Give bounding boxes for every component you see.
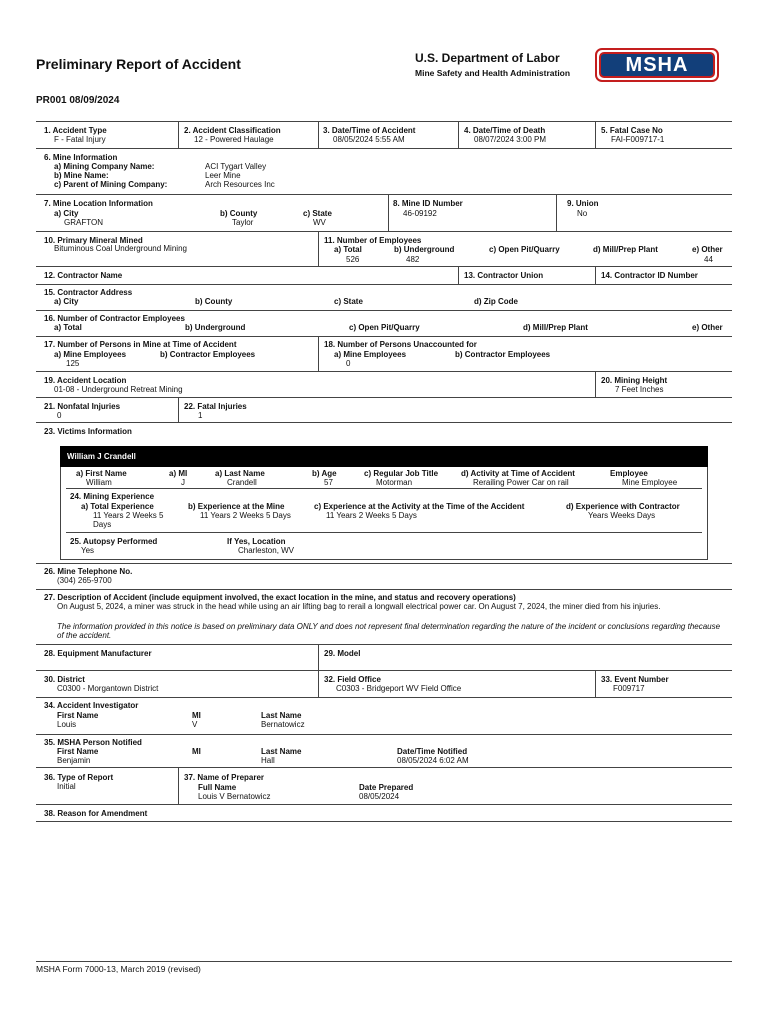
divider <box>595 121 596 148</box>
primary-mineral-value: Bituminous Coal Underground Mining <box>54 244 187 253</box>
event-number-value: F009717 <box>613 684 645 693</box>
report-id: PR001 08/09/2024 <box>36 95 120 106</box>
contractor-name-label: 12. Contractor Name <box>44 271 123 280</box>
fatal-case-label: 5. Fatal Case No <box>601 126 663 135</box>
divider <box>36 284 732 285</box>
divider <box>36 563 732 564</box>
divider <box>36 121 732 122</box>
autopsy-location-label: If Yes, Location <box>227 537 286 546</box>
victim-last-label: a) Last Name <box>215 469 265 478</box>
employees-pit-label: c) Open Pit/Quarry <box>489 245 560 254</box>
accident-type-value: F - Fatal Injury <box>54 135 106 144</box>
employees-mill-label: d) Mill/Prep Plant <box>593 245 658 254</box>
parent-company-value: Arch Resources Inc <box>205 180 275 189</box>
mine-name-value: Leer Mine <box>205 171 241 180</box>
victim-activity-label: d) Activity at Time of Accident <box>461 469 575 478</box>
divider <box>458 121 459 148</box>
primary-mineral-label: 10. Primary Mineral Mined <box>44 236 143 245</box>
preparer-label: 37. Name of Preparer <box>184 773 265 782</box>
victim-job-value: Motorman <box>376 478 413 487</box>
mine-telephone-label: 26. Mine Telephone No. <box>44 567 133 576</box>
divider <box>388 194 389 231</box>
divider <box>36 336 732 337</box>
investigator-last-value: Bernatowicz <box>261 720 305 729</box>
death-datetime-label: 4. Date/Time of Death <box>464 126 546 135</box>
divider <box>556 194 557 231</box>
autopsy-location-value: Charleston, WV <box>238 546 295 555</box>
employees-other-label: e) Other <box>692 245 723 254</box>
victim-employee-label: Employee <box>610 469 648 478</box>
total-experience-value-cont: Days <box>93 520 112 529</box>
unaccounted-mine-label: a) Mine Employees <box>334 350 407 359</box>
nonfatal-injuries-label: 21. Nonfatal Injuries <box>44 402 121 411</box>
report-type-label: 36. Type of Report <box>44 773 114 782</box>
preparer-fullname-value: Louis V Bernatowicz <box>198 792 271 801</box>
mine-info-label: 6. Mine Information <box>44 153 118 162</box>
date-prepared-label: Date Prepared <box>359 783 414 792</box>
city-value: GRAFTON <box>64 218 103 227</box>
notified-last-label: Last Name <box>261 747 302 756</box>
fatal-injuries-label: 22. Fatal Injuries <box>184 402 247 411</box>
equipment-manufacturer-label: 28. Equipment Manufacturer <box>44 649 152 658</box>
divider <box>318 231 319 266</box>
description-label: 27. Description of Accident (include equipment involved, the exact location in the mine, and status and recovery operations) <box>44 593 516 602</box>
contractor-pit-label: c) Open Pit/Quarry <box>349 323 420 332</box>
divider <box>36 194 732 195</box>
divider <box>36 644 732 645</box>
amendment-reason-label: 38. Reason for Amendment <box>44 809 148 818</box>
contractor-id-label: 14. Contractor ID Number <box>601 271 698 280</box>
notified-last-value: Hall <box>261 756 275 765</box>
victim-last-value: Crandell <box>227 478 257 487</box>
activity-experience-value: 11 Years 2 Weeks 5 Days <box>326 511 417 520</box>
investigator-mi-label: MI <box>192 711 201 720</box>
activity-experience-label: c) Experience at the Activity at the Time of the Accident <box>314 502 525 511</box>
accident-classification-value: 12 - Powered Haulage <box>194 135 274 144</box>
divider <box>36 821 732 822</box>
investigator-label: 34. Accident Investigator <box>44 701 139 710</box>
divider <box>36 804 732 805</box>
event-number-label: 33. Event Number <box>601 675 669 684</box>
page-title: Preliminary Report of Accident <box>36 56 241 72</box>
accident-location-label: 19. Accident Location <box>44 376 127 385</box>
accident-datetime-value: 08/05/2024 5:55 AM <box>333 135 405 144</box>
mining-height-value: 7 Feet Inches <box>615 385 664 394</box>
autopsy-value: Yes <box>81 546 95 555</box>
persons-mine-employees-value: 125 <box>66 359 80 368</box>
mining-experience-label: 24. Mining Experience <box>70 492 155 501</box>
msha-logo <box>595 48 719 82</box>
divider <box>36 310 732 311</box>
divider <box>318 670 319 697</box>
contractor-underground-label: b) Underground <box>185 323 246 332</box>
mine-experience-label: b) Experience at the Mine <box>188 502 285 511</box>
divider <box>66 532 702 533</box>
state-label: c) State <box>303 209 332 218</box>
investigator-first-value: Louis <box>57 720 77 729</box>
divider <box>36 266 732 267</box>
company-name-label: a) Mining Company Name: <box>54 162 155 171</box>
employees-underground-label: b) Underground <box>394 245 455 254</box>
contractor-mill-label: d) Mill/Prep Plant <box>523 323 588 332</box>
employees-total-label: a) Total <box>334 245 362 254</box>
msha-logo-text: MSHA <box>599 52 715 78</box>
description-value: On August 5, 2024, a miner was struck in the head while using an air lifting bag to rerail a longwall electrical power car. On August 7, 2024, the miner died from his injuries. <box>57 602 661 611</box>
contractor-total-label: a) Total <box>54 323 82 332</box>
contractor-employees-label: 16. Number of Contractor Employees <box>44 314 185 323</box>
model-label: 29. Model <box>324 649 361 658</box>
disclaimer-text: The information provided in this notice is based on preliminary data ONLY and does not represent final determination regarding the nature of the incident or conclusions regarding thecause of the accident. <box>57 622 721 640</box>
notified-first-label: First Name <box>57 747 99 756</box>
mine-name-label: b) Mine Name: <box>54 171 109 180</box>
fatal-case-value: FAI-F009717-1 <box>611 135 665 144</box>
contractor-other-label: e) Other <box>692 323 723 332</box>
unaccounted-label: 18. Number of Persons Unaccounted for <box>324 340 477 349</box>
divider <box>178 397 179 422</box>
victim-mi-value: J <box>181 478 185 487</box>
divider <box>595 670 596 697</box>
divider <box>318 336 319 371</box>
death-datetime-value: 08/07/2024 3:00 PM <box>474 135 547 144</box>
divider <box>318 644 319 670</box>
divider <box>36 371 732 372</box>
divider <box>595 371 596 397</box>
contractor-union-label: 13. Contractor Union <box>464 271 544 280</box>
district-label: 30. District <box>44 675 85 684</box>
field-office-label: 32. Field Office <box>324 675 381 684</box>
persons-contractor-label: b) Contractor Employees <box>160 350 256 359</box>
divider <box>36 697 732 698</box>
divider <box>318 121 319 148</box>
victim-mi-label: a) MI <box>169 469 188 478</box>
unaccounted-mine-value: 0 <box>346 359 351 368</box>
nonfatal-injuries-value: 0 <box>57 411 62 420</box>
victim-name: William J Crandell <box>67 452 136 461</box>
total-experience-value: 11 Years 2 Weeks 5 <box>93 511 164 520</box>
accident-datetime-label: 3. Date/Time of Accident <box>323 126 416 135</box>
city-label: a) City <box>54 209 79 218</box>
mine-id-value: 46-09192 <box>403 209 437 218</box>
contractor-experience-value: Years Weeks Days <box>588 511 656 520</box>
victim-header-bar <box>60 446 708 467</box>
mine-experience-value: 11 Years 2 Weeks 5 Days <box>200 511 291 520</box>
unaccounted-contractor-label: b) Contractor Employees <box>455 350 551 359</box>
county-value: Taylor <box>232 218 254 227</box>
victim-activity-value: Rerailing Power Car on rail <box>473 478 569 487</box>
contractor-city-label: a) City <box>54 297 79 306</box>
notified-datetime-label: Date/Time Notified <box>397 747 468 756</box>
mining-height-label: 20. Mining Height <box>601 376 668 385</box>
accident-classification-label: 2. Accident Classification <box>184 126 281 135</box>
company-name-value: ACI Tygart Valley <box>205 162 267 171</box>
mine-telephone-value: (304) 265-9700 <box>57 576 112 585</box>
employees-other-value: 44 <box>704 255 713 264</box>
agency-name: U.S. Department of Labor <box>415 51 560 65</box>
divider <box>36 148 732 149</box>
mine-location-label: 7. Mine Location Information <box>44 199 153 208</box>
victim-first-value: William <box>86 478 112 487</box>
form-footer: MSHA Form 7000-13, March 2019 (revised) <box>36 964 201 974</box>
administration-name: Mine Safety and Health Administration <box>415 68 571 78</box>
persons-mine-employees-label: a) Mine Employees <box>54 350 127 359</box>
mine-id-label: 8. Mine ID Number <box>393 199 463 208</box>
date-prepared-value: 08/05/2024 <box>359 792 400 801</box>
investigator-last-label: Last Name <box>261 711 302 720</box>
parent-company-label: c) Parent of Mining Company: <box>54 180 168 189</box>
total-experience-label: a) Total Experience <box>81 502 154 511</box>
investigator-mi-value: V <box>192 720 198 729</box>
divider <box>36 734 732 735</box>
footer-divider <box>36 961 732 962</box>
divider <box>595 266 596 284</box>
person-notified-label: 35. MSHA Person Notified <box>44 738 142 747</box>
divider <box>66 488 702 489</box>
accident-type-label: 1. Accident Type <box>44 126 107 135</box>
contractor-address-label: 15. Contractor Address <box>44 288 133 297</box>
victim-first-label: a) First Name <box>76 469 127 478</box>
divider <box>36 397 732 398</box>
victim-job-label: c) Regular Job Title <box>364 469 439 478</box>
employees-underground-value: 482 <box>406 255 420 264</box>
contractor-experience-label: d) Experience with Contractor <box>566 502 680 511</box>
contractor-county-label: b) County <box>195 297 233 306</box>
notified-datetime-value: 08/05/2024 6:02 AM <box>397 756 469 765</box>
contractor-zip-label: d) Zip Code <box>474 297 518 306</box>
investigator-first-label: First Name <box>57 711 99 720</box>
divider <box>458 266 459 284</box>
victim-age-label: b) Age <box>312 469 337 478</box>
union-label: 9. Union <box>567 199 599 208</box>
employees-label: 11. Number of Employees <box>324 236 422 245</box>
report-type-value: Initial <box>57 782 76 791</box>
fatal-injuries-value: 1 <box>198 411 203 420</box>
county-label: b) County <box>220 209 258 218</box>
field-office-value: C0303 - Bridgeport WV Field Office <box>336 684 462 693</box>
victim-age-value: 57 <box>324 478 333 487</box>
divider <box>178 767 179 804</box>
employees-total-value: 526 <box>346 255 360 264</box>
district-value: C0300 - Morgantown District <box>57 684 159 693</box>
divider <box>36 422 732 423</box>
divider <box>36 670 732 671</box>
victims-info-label: 23. Victims Information <box>44 427 132 436</box>
preparer-fullname-label: Full Name <box>198 783 237 792</box>
union-value: No <box>577 209 588 218</box>
divider <box>36 767 732 768</box>
accident-location-value: 01-08 - Underground Retreat Mining <box>54 385 183 394</box>
autopsy-label: 25. Autopsy Performed <box>70 537 158 546</box>
divider <box>36 589 732 590</box>
victim-employee-value: Mine Employee <box>622 478 678 487</box>
state-value: WV <box>313 218 326 227</box>
divider <box>178 121 179 148</box>
notified-first-value: Benjamin <box>57 756 91 765</box>
persons-in-mine-label: 17. Number of Persons in Mine at Time of Accident <box>44 340 237 349</box>
divider <box>36 231 732 232</box>
notified-mi-label: MI <box>192 747 201 756</box>
contractor-state-label: c) State <box>334 297 363 306</box>
